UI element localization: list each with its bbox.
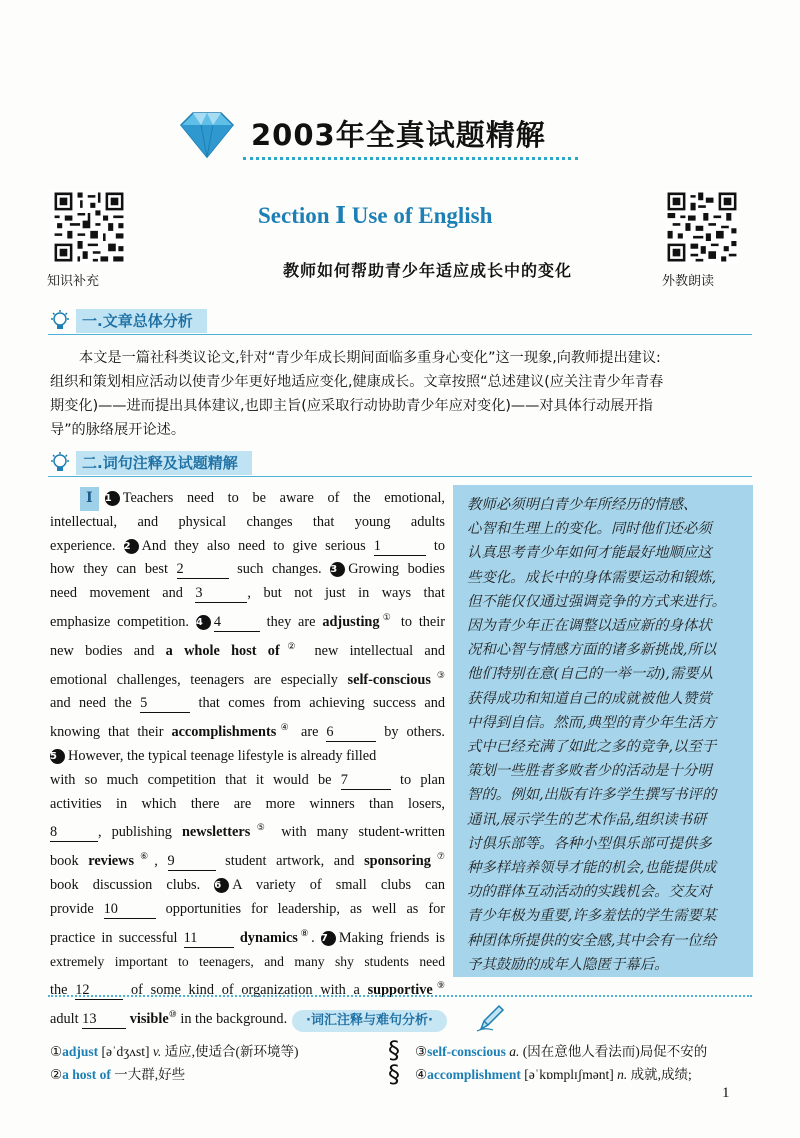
sentence-number: 3 [330,562,345,577]
intro-line: 组织和策划相应活动以使青少年更好地适应变化,健康成长。文章按照“总述建议(应关注青少年青春 [50,374,664,390]
passage-line: experience. 2 And they also need to give serious 1 to [50,537,445,554]
passage-line: knowing that their accomplishments④ are 6 by others. [50,722,445,741]
translation-line: 心智和生理上的变化。同时他们还必须 [467,521,712,538]
phonetic: [əˈdʒʌst] [101,1044,150,1059]
passage-line: adult 13 visible⑩ in the background. [50,1008,288,1027]
blank-9[interactable]: 9 [168,852,216,871]
passage-line: need movement and 3 , but not just in ways that [50,585,445,602]
passage-line: practice in successful 11 dynamics⑧. 7 Making friends is [50,927,445,946]
lightbulb-icon [48,451,72,475]
definition: 适应,使适合(新环境等) [164,1044,299,1059]
qr-code-left[interactable] [52,190,126,264]
vocab-word: newsletters [181,824,251,841]
definition: 成就,成绩; [630,1067,692,1082]
english-passage [50,487,445,1032]
intro-line: 导”的脉络展开论述。 [50,422,186,438]
translation-line: 功的群体互动活动的实践机会。交友对 [467,884,712,901]
passage-line: and need the 5 that comes from achieving success and [50,695,445,712]
paragraph-number: Ⅰ [80,487,99,511]
blank-13[interactable]: 13 [82,1010,126,1029]
translation-line: 通讯,展示学生的艺术作品,组织读书研 [467,811,707,828]
vocab-word: accomplishments [171,724,277,741]
passage-line: how they can best 2 such changes. 3 Growing bodies [50,561,445,578]
translation-line: 因为青少年正在调整以适应新的身体状 [467,618,712,635]
vocab-headword: self-conscious [427,1044,506,1059]
title-underline [243,157,578,160]
translation-line: 种团体所提供的安全感,其中会有一位给 [467,932,717,949]
heading-overall-analysis [48,309,752,335]
blank-6[interactable]: 6 [326,723,376,742]
translation-line: 青少年极为重要,许多羞怯的学生需要某 [467,908,717,925]
blank-1[interactable]: 1 [374,537,426,556]
intro-line: 期变化)——进而提出具体建议,也即主旨(应采取行动协助青少年应对变化)——对具体行动展开指 [50,398,653,414]
passage-line: emotional challenges, teenagers are especially self-conscious③ [50,669,445,688]
page-number: 1 [722,1085,730,1101]
translation-line: 智的。例如,出版有许多学生撰写书评的 [467,787,717,804]
blank-3[interactable]: 3 [195,584,247,603]
translation-line: 式中已经充满了如此之多的竞争,以至于 [467,739,717,756]
heading-label: 二.词句注释及试题精解 [76,451,252,475]
vocab-headword: adjust [62,1044,99,1059]
translation-line: 些变化。成长中的身体需要运动和锻炼, [467,569,717,586]
diamond-icon [175,109,239,159]
definition: (因在意他人看法而)局促不安的 [522,1044,708,1059]
passage-line: emphasize competition. 4 4 they are adjusting① to their [50,611,445,630]
vocab-word: supportive [367,982,433,999]
vocab-entry: ①adjust [əˈdʒʌst] v. 适应,使适合(新环境等) [50,1044,299,1059]
passage-line: with so much competition that it would be 7 to plan [50,771,445,788]
passage-line: Ⅰ 1 Teachers need to be aware of the emotional, [50,487,445,511]
lightbulb-icon [48,309,72,333]
translation-line: 他们特别在意(自己的一举一动),需要从 [467,666,714,683]
phonetic: [əˈkɒmplɪʃmənt] [524,1067,614,1082]
sentence-number: 7 [321,931,336,946]
vocab-word: self-conscious [347,671,431,688]
blank-10[interactable]: 10 [104,900,156,919]
translation-line: 讨俱乐部等。各种小型俱乐部可提供多 [467,835,712,852]
heading-tag [48,309,207,333]
passage-line: extremely important to teenagers, and many shy students need [50,954,445,970]
pen-icon [475,1003,505,1033]
passage-line: provide 10 opportunities for leadership, as well as for [50,900,445,917]
passage-line: intellectual, and physical changes that young adults [50,513,445,530]
translation-line: 况和心智与情感方面的诸多新挑战,所以 [467,642,717,659]
translation-line: 但不能仅仅通过强调竞争的方式来进行。 [467,593,727,610]
sentence-number: 2 [124,539,139,554]
translation-line: 策划一些胜者多败者少的活动是十分明 [467,763,712,780]
vocab-word: reviews [88,853,135,870]
passage-line: new bodies and a whole host of② new intellectual and [50,640,445,659]
blank-7[interactable]: 7 [341,771,391,790]
qr-code-icon [52,190,126,264]
section-divider [48,995,752,997]
translation-line: 种多样培养领导才能的机会,也能提供成 [467,860,717,877]
intro-paragraph [50,346,752,442]
translation-line: 中得到自信。然而,典型的青少年生活方 [467,714,717,731]
chinese-translation-box [453,485,753,977]
passage-line: book discussion clubs. 6 A variety of small clubs can [50,876,445,893]
vocab-headword: a host of [62,1067,111,1082]
vocab-word: sponsoring [364,853,431,870]
sentence-number: 5 [50,749,65,764]
vocab-word: a whole host of [165,642,280,659]
article-subtitle: 教师如何帮助青少年适应成长中的变化 [283,261,573,280]
vocab-entry: ③self-conscious a. (因在意他人看法而)局促不安的 [415,1044,708,1059]
vocab-word: visible [129,1010,169,1027]
vocab-word: dynamics [239,929,298,946]
heading-tag [48,451,252,475]
translation-line: 予其鼓励的成年人隐匿于幕后。 [467,956,669,973]
blank-5[interactable]: 5 [140,694,190,713]
vocab-entry: ④accomplishment [əˈkɒmplɪʃmənt] n. 成就,成绩; [415,1067,692,1082]
qr-code-icon [665,190,739,264]
blank-11[interactable]: 11 [184,929,234,948]
intro-line: 本文是一篇社科类议论文,针对“青少年成长期间面临多重身心变化”这一现象,向教师提出建议: [79,350,661,366]
page-title: 2003年全真试题精解 [251,118,546,152]
translation-line: 认真思考青少年如何才能最好地顺应这 [467,545,712,562]
qr-code-right[interactable] [665,190,739,264]
vocab-section-title: ·词汇注释与难句分析· [292,1010,447,1032]
vocab-entry: ②a host of 一大群,好些 [50,1067,186,1082]
blank-12[interactable]: 12 [75,981,123,1000]
passage-line: 5 However, the typical teenage lifestyle is already filled [50,747,377,764]
blank-4[interactable]: 4 [214,613,260,632]
vocab-headword: accomplishment [427,1067,521,1082]
qr-label-right: 外教朗读 [662,274,715,289]
blank-2[interactable]: 2 [177,560,229,579]
definition: 一大群,好些 [114,1067,186,1082]
passage-line: book reviews⑥, 9 student artwork, and sponsoring⑦ [50,851,445,870]
passage-line: 8 , publishing newsletters⑤ with many student-written [50,822,445,841]
vocab-word: adjusting [322,613,380,630]
translation-line: 教师必须明白青少年所经历的情感、 [467,497,698,513]
heading-label: 一.文章总体分析 [76,309,207,333]
section-title: Section Ⅰ Use of English [258,203,493,228]
passage-line: activities in which there are more winners than losers, [50,795,445,812]
heading-annotations [48,451,752,477]
passage-line: the 12 of some kind of organization with a supportive⑨ [50,980,445,999]
sentence-number: 1 [105,491,120,506]
sentence-number: 4 [196,615,211,630]
column-separator: § § [388,1036,400,1088]
qr-label-left: 知识补充 [47,274,100,289]
blank-8[interactable]: 8 [50,823,98,842]
sentence-number: 6 [214,878,229,893]
translation-line: 获得成功和知道自己的成就被他人赞赏 [467,690,712,707]
title-block [175,105,595,165]
